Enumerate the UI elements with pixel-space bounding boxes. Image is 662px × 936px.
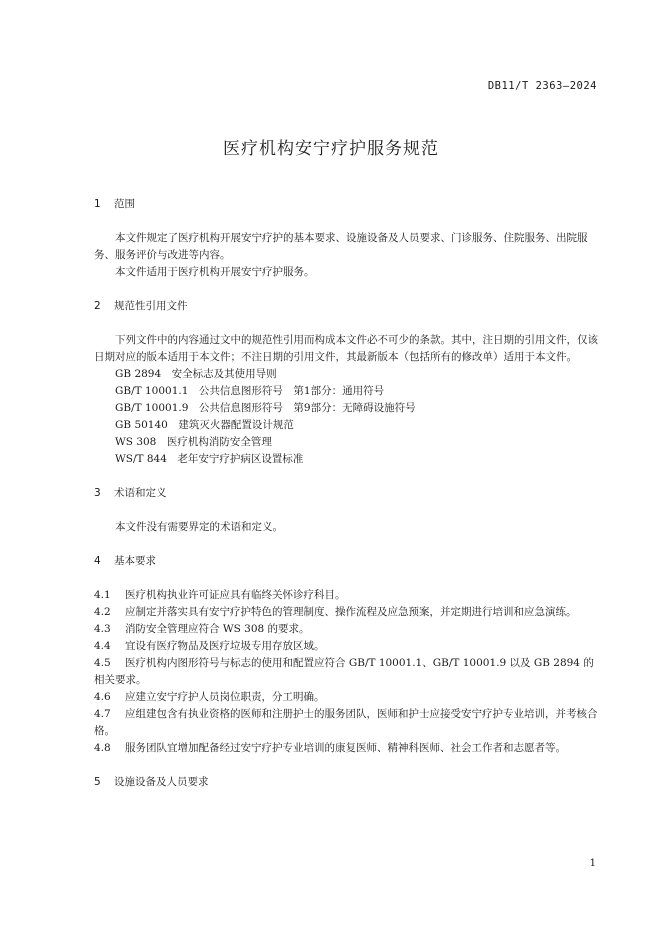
section-heading-3: [94, 485, 598, 502]
clause-text: 应建立安宁疗护人员岗位职责，分工明确。: [125, 691, 325, 703]
clause-number: 4.7: [94, 708, 111, 720]
reference-item: WS 308 医疗机构消防安全管理: [115, 436, 272, 448]
section-title: 基本要求: [114, 555, 156, 567]
clause-text: 消防安全管理应符合 WS 308 的要求。: [125, 623, 310, 635]
section-number: 4: [94, 555, 101, 567]
section-heading-2: [94, 298, 598, 315]
section-heading-5: [94, 774, 598, 791]
clause-text: 服务团队宜增加配备经过安宁疗护专业培训的康复医师、精神科医师、社会工作者和志愿者等。: [125, 742, 566, 754]
reference-item: GB 50140 建筑灭火器配置设计规范: [115, 419, 294, 431]
clause: [94, 587, 598, 604]
clause-number: 4.3: [94, 623, 111, 635]
clause-number: 4.2: [94, 606, 111, 618]
clause: [94, 621, 598, 638]
section-title: 范围: [114, 198, 135, 210]
section-number: 1: [94, 198, 101, 210]
clause-text: 宜设有医疗物品及医疗垃圾专用存放区域。: [125, 640, 325, 652]
reference-item: WS/T 844 老年安宁疗护病区设置标准: [115, 453, 304, 465]
section-heading-4: [94, 553, 598, 570]
clause: [94, 689, 598, 706]
clause: [94, 638, 598, 655]
paragraph: 下列文件中的内容通过文中的规范性引用而构成本文件必不可少的条款。其中，注日期的引用文件，仅该日期对应的版本适用于本文件；不注日期的引用文件，其最新版本（包括所有的修改单）适用于本文件。: [94, 334, 598, 363]
clause-text: 应制定并落实具有安宁疗护特色的管理制度、操作流程及应急预案，并定期进行培训和应急演练。: [125, 606, 577, 618]
clause-number: 4.6: [94, 691, 111, 703]
page-number: 1: [589, 858, 596, 869]
section-number: 3: [94, 487, 101, 499]
clause: [94, 655, 598, 689]
document-number: DB11/T 2363—2024: [487, 80, 597, 92]
document-body: [94, 196, 598, 791]
clause-text: 医疗机构执业许可证应具有临终关怀诊疗科目。: [125, 589, 346, 601]
section-number: 2: [94, 300, 101, 312]
section-heading-1: [94, 196, 598, 213]
paragraph: 本文件适用于医疗机构开展安宁疗护服务。: [115, 266, 315, 278]
page-title: 医疗机构安宁疗护服务规范: [223, 139, 439, 159]
clause-number: 4.5: [94, 657, 111, 669]
clause-number: 4.8: [94, 742, 111, 754]
clause: [94, 604, 598, 621]
reference-item: GB 2894 安全标志及其使用导则: [115, 368, 277, 380]
paragraph: 本文件没有需要界定的术语和定义。: [115, 521, 283, 533]
section-title: 设施设备及人员要求: [114, 776, 209, 788]
clause-number: 4.1: [94, 589, 111, 601]
reference-item: GB/T 10001.1 公共信息图形符号 第1部分：通用符号: [115, 385, 385, 397]
clause: [94, 706, 598, 740]
reference-item: GB/T 10001.9 公共信息图形符号 第9部分：无障碍设施符号: [115, 402, 416, 414]
paragraph: 本文件规定了医疗机构开展安宁疗护的基本要求、设施设备及人员要求、门诊服务、住院服务、出院服务、服务评价与改进等内容。: [94, 232, 588, 261]
clause-text: 应组建包含有执业资格的医师和注册护士的服务团队，医师和护士应接受安宁疗护专业培训，并考核合格。: [94, 708, 598, 737]
section-title: 术语和定义: [114, 487, 167, 499]
clause: [94, 740, 598, 757]
section-title: 规范性引用文件: [114, 300, 188, 312]
section-number: 5: [94, 776, 101, 788]
clause-text: 医疗机构内图形符号与标志的使用和配置应符合 GB/T 10001.1、GB/T 10001.9 以及 GB 2894 的相关要求。: [94, 657, 594, 686]
clause-number: 4.4: [94, 640, 111, 652]
